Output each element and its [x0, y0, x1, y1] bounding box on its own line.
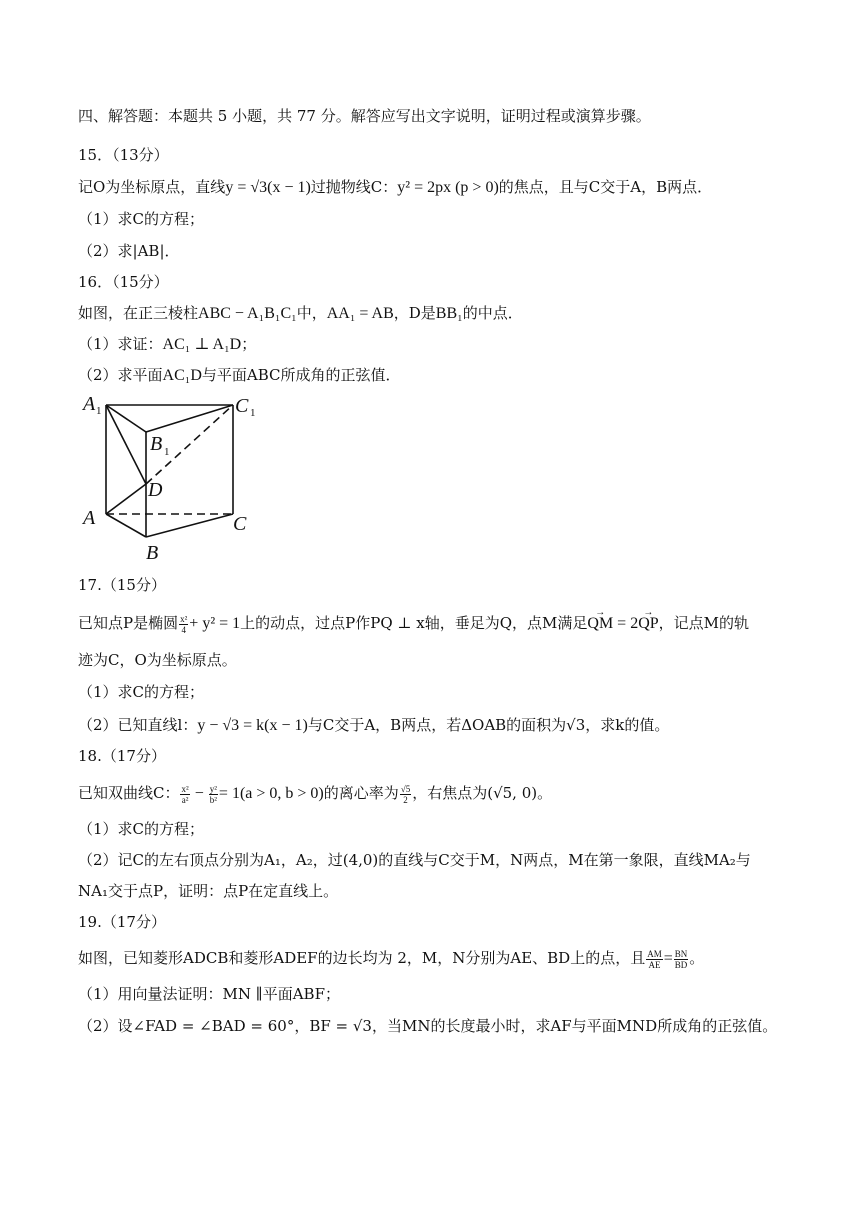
p17-stem — [78, 613, 749, 635]
edge-a1d — [106, 405, 146, 484]
p19-q1: （1）用向量法证明：MN ∥平面ABF； — [78, 985, 340, 1003]
p18-hy-num: y² — [209, 783, 217, 794]
p17-vec-qm: → QM — [587, 614, 613, 634]
label-d: D — [148, 479, 163, 501]
p16-q2-b: 与平面ABC所成角的正弦值． — [201, 366, 401, 384]
p18-stem-c: ，右焦点为(√5, 0)。 — [412, 784, 553, 802]
label-b1-sub: 1 — [164, 446, 170, 458]
p16-prism: ABC − A₁B₁C₁ — [198, 305, 297, 322]
label-a: A — [83, 507, 96, 529]
edge-ad — [106, 484, 146, 514]
p19-q2: （2）设∠FAD = ∠BAD = 60°，BF = √3，当MN的长度最小时，求AF与平面MND所成角的正弦值。 — [78, 1017, 778, 1035]
p17-ellipse-den: 4 — [181, 624, 186, 635]
p16-eq: AA₁ = AB — [326, 305, 394, 322]
label-c1: C — [235, 395, 249, 417]
p19-stem — [78, 948, 704, 970]
p18-q2-line1: （2）记C的左右顶点分别为A₁，A₂，过(4,0)的直线与C交于M，N两点，M在第一象限，直线MA₂与 — [78, 851, 751, 869]
p16-q1-expr: AC₁ ⊥ A₁D — [162, 336, 242, 353]
p18-hy-den: b² — [209, 794, 217, 805]
p18-hx-den: a² — [181, 794, 189, 805]
p18-q2-line2: NA₁交于点P，证明：点P在定直线上。 — [78, 882, 339, 900]
p15-q2: （2）求|AB|． — [78, 242, 180, 260]
p18-number: 18.（17分） — [78, 747, 166, 765]
p18-q1: （1）求C的方程； — [78, 820, 205, 838]
p17-stem-d: 迹为C，O为坐标原点。 — [78, 651, 237, 669]
p16-number: 16．（15分） — [78, 273, 169, 291]
p16-q2-a: （2）求平面 — [78, 366, 163, 384]
p19-stem-b: 。 — [689, 949, 705, 967]
p19-ratio2 — [674, 949, 689, 970]
p17-q2-b: 与C交于A，B两点，若ΔOAB的面积为√3，求k的值。 — [307, 716, 670, 734]
p19-stem-a: 如图，已知菱形ADCB和菱形ADEF的边长均为 2，M，N分别为AE、BD上的点，且 — [78, 949, 646, 967]
edge-bc — [146, 514, 233, 537]
p17-ellipse-rest: + y² = 1 — [189, 615, 241, 632]
p19-r-eq: = — [663, 950, 673, 967]
p16-q1 — [78, 334, 256, 355]
p15-stem — [78, 177, 712, 198]
p17-q1: （1）求C的方程； — [78, 683, 205, 701]
p16-q1-b: ； — [241, 335, 257, 353]
p16-stem-b: 中， — [296, 304, 327, 322]
label-c1-sub: 1 — [250, 407, 256, 419]
p18-e-den: 2 — [403, 794, 408, 805]
p17-ellipse-frac — [179, 614, 188, 635]
label-a1: A — [83, 393, 96, 415]
edge-b1c1 — [146, 405, 233, 432]
p17-stem-b: 上的动点，过点P作PQ ⊥ x轴，垂足为Q，点M满足 — [240, 614, 588, 632]
p16-stem-a: 如图，在正三棱柱 — [78, 304, 199, 322]
p19-r1-num: AM — [647, 948, 662, 959]
edge-ab — [106, 514, 146, 537]
p18-e-num: √5 — [400, 783, 411, 794]
p16-q2 — [78, 365, 401, 386]
p15-line-eq: y = √3(x − 1) — [225, 179, 311, 196]
label-a1-sub: 1 — [96, 405, 102, 417]
label-b1: B — [150, 433, 163, 455]
p17-vec-eq: = 2 — [613, 615, 639, 632]
p15-number: 15．（13分） — [78, 146, 169, 164]
p18-e-frac — [400, 784, 411, 805]
p19-ratio1 — [646, 949, 663, 970]
p19-number: 19.（17分） — [78, 913, 166, 931]
p19-r1-den: AE — [648, 959, 661, 970]
p17-stem-a: 已知点P是椭圆 — [78, 614, 179, 632]
p16-stem-c: ，D是 — [393, 304, 436, 322]
p19-r2-num: BN — [674, 948, 688, 959]
p18-stem: 已知双曲线C： $\frac{\text{x²}}{\text{a²}}$ − $\frac{\text{y²}}{\text{b²}}$ = 1(a > 0, b > 0)的离心率为 $\frac{√5}{2}$ ，右焦点为(√5, 0)。 — [78, 783, 553, 805]
p17-q2-a: （2）已知直线l： — [78, 716, 198, 734]
p17-number: 17.（15分） — [78, 576, 166, 594]
p18-stem-eq: = 1(a > 0, b > 0) — [218, 785, 324, 802]
p18-hy-frac — [209, 784, 218, 805]
label-b: B — [146, 542, 159, 564]
p17-vec-qp: → QP — [638, 614, 658, 634]
label-c: C — [233, 513, 247, 535]
p15-q1: （1）求C的方程； — [78, 210, 205, 228]
p16-q2-plane: AC₁D — [162, 367, 202, 384]
p15-parabola-eq: y² = 2px (p > 0) — [397, 179, 499, 196]
prism-figure — [78, 392, 278, 572]
p19-r2-den: BD — [674, 959, 688, 970]
p15-stem-b: 过抛物线C： — [310, 178, 398, 196]
section-header: 四、解答题：本题共 5 小题，共 77 分。解答应写出文字说明，证明过程或演算步骤。 — [78, 107, 651, 125]
p17-q2 — [78, 715, 669, 736]
p18-stem-b: 的离心率为 — [323, 784, 399, 802]
p16-stem — [78, 303, 523, 324]
p16-stem-d: 的中点． — [462, 304, 523, 322]
p17-stem-c: ，记点M的轨 — [658, 614, 750, 632]
p17-q2-line: y − √3 = k(x − 1) — [197, 717, 308, 734]
p17-ellipse-num: x² — [180, 613, 188, 624]
p18-hx-num: x² — [181, 783, 189, 794]
p18-stem-a: 已知双曲线C： — [78, 784, 180, 802]
p16-q1-a: （1）求证： — [78, 335, 163, 353]
p16-seg: BB₁ — [435, 305, 463, 322]
p15-stem-a: 记O为坐标原点，直线 — [78, 178, 226, 196]
p15-stem-c: 的焦点，且与C交于A，B两点． — [498, 178, 713, 196]
p18-hx-frac — [180, 784, 189, 805]
